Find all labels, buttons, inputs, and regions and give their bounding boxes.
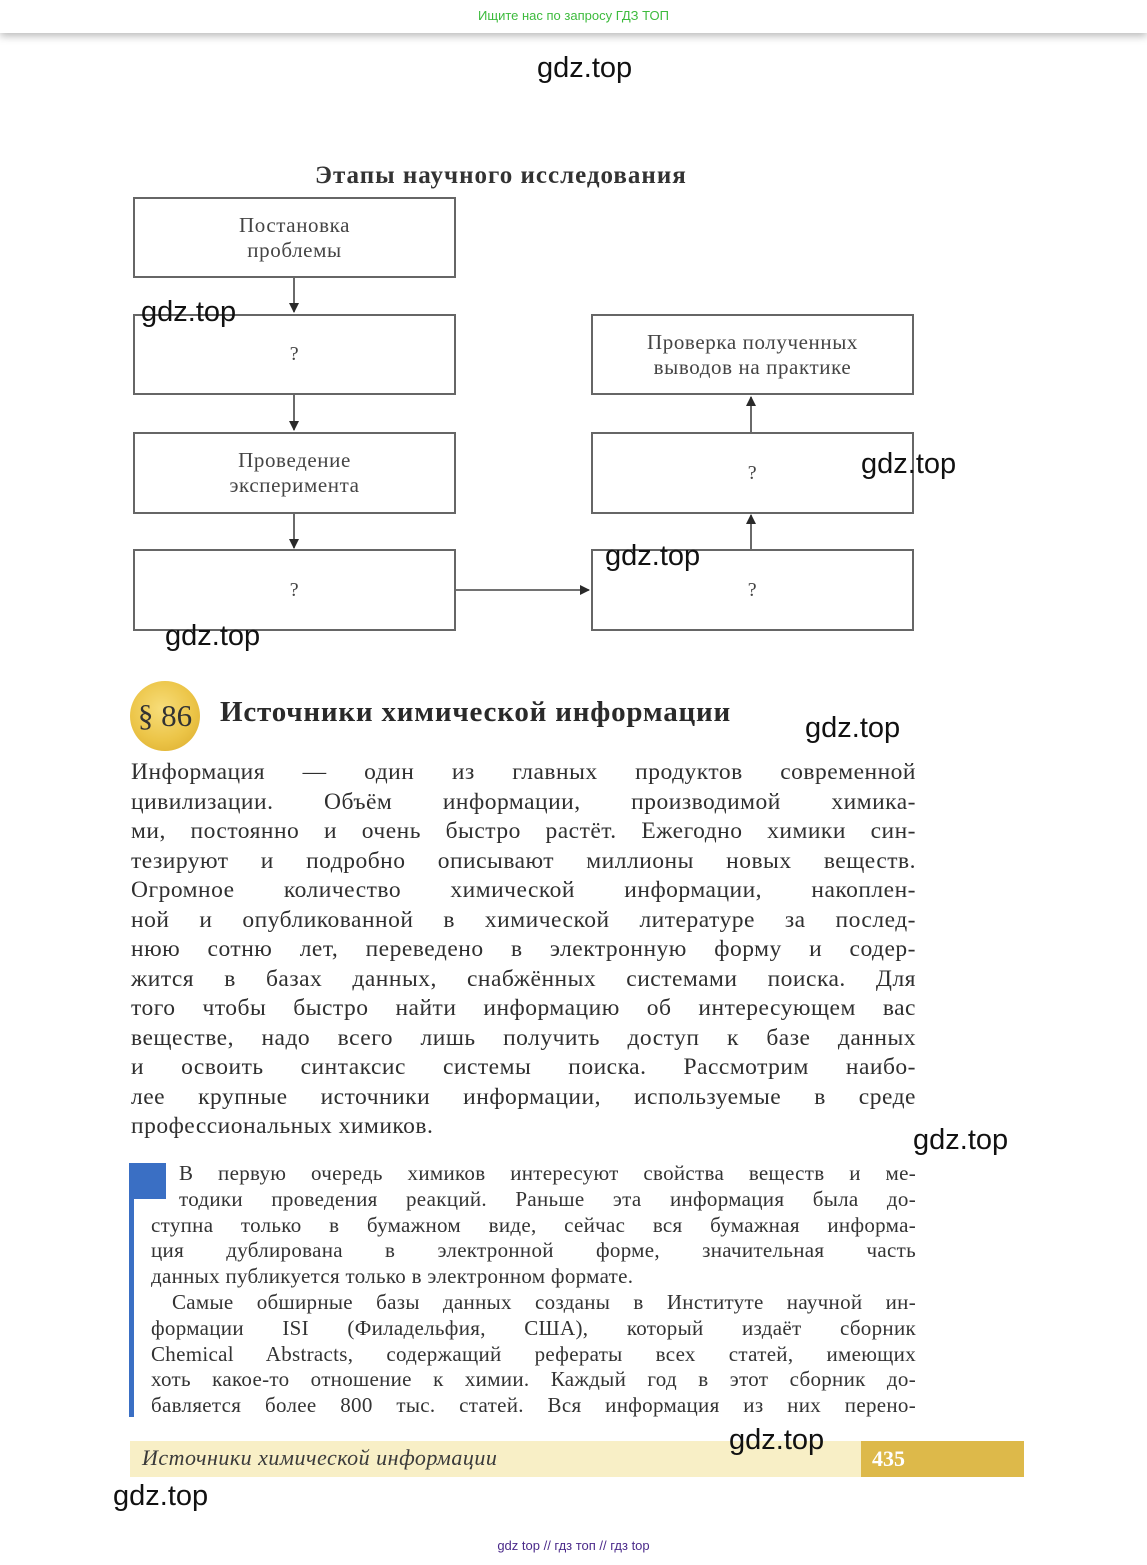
note-line: хоть какое-то отношение к химии. Каждый год в этот сборник до-: [151, 1367, 916, 1392]
watermark: gdz.top: [113, 1480, 209, 1512]
paragraph-number: § 86: [137, 698, 193, 733]
note-line: В первую очередь химиков интересуют свойства веществ и ме-: [179, 1161, 916, 1185]
section-title: Источники химической информации: [220, 696, 732, 728]
bottom-links[interactable]: gdz top // гдз топ // гдз top: [497, 1538, 650, 1553]
watermark: gdz.top: [913, 1124, 1009, 1156]
stage-line: ?: [289, 578, 300, 601]
watermark: gdz.top: [861, 448, 957, 480]
note-line: Самые обширные базы данных созданы в Институте научной ин-: [172, 1289, 916, 1314]
stage-box-experiment: [133, 432, 456, 514]
note-line: формации ISI (Филадельфия, США), который издаёт сборник: [151, 1315, 916, 1340]
watermark: gdz.top: [729, 1424, 825, 1456]
page-number-box: [861, 1441, 1024, 1477]
text-line: цивилизации. Объём информации, производимой химика-: [131, 788, 916, 815]
note-line: тодики проведения реакций. Раньше эта информация была до-: [179, 1186, 916, 1211]
note-line: ция дублирована в электронной форме, значительная часть: [151, 1238, 916, 1263]
page-number: 435: [872, 1446, 905, 1471]
text-line: Информация — один из главных продуктов современной: [131, 759, 916, 785]
watermark: gdz.top: [605, 540, 701, 572]
watermark: gdz.top: [165, 620, 261, 652]
text-line: веществе, надо всего лишь получить доступ к базе данных: [131, 1024, 916, 1051]
running-title: Источники химической информации: [142, 1445, 498, 1470]
text-line: жится в базах данных, снабжённых системами поиска. Для: [131, 965, 916, 992]
stage-line: Проверка полученных: [646, 329, 859, 354]
text-line: лее крупные источники информации, используемые в среде: [131, 1083, 916, 1110]
note-line: бавляется более 800 тыс. статей. Вся информация из них перено-: [151, 1393, 916, 1418]
text-line: того чтобы быстро найти информацию об интересующем вас: [131, 995, 916, 1021]
note-accent-bar: [129, 1163, 134, 1417]
note-line: данных публикуется только в электронном формате.: [151, 1264, 634, 1289]
watermark: gdz.top: [141, 296, 237, 328]
text-line: Огромное количество химической информации, накоплен-: [131, 877, 916, 903]
stage-line: ?: [289, 343, 300, 365]
stage-line: проблемы: [247, 237, 342, 262]
note-line: Chemical Abstracts, содержащий рефераты всех статей, имеющих: [151, 1341, 916, 1366]
paragraph-number-badge: [130, 681, 200, 751]
stage-line: ?: [747, 461, 758, 484]
search-banner: [0, 0, 1147, 33]
stage-box-verification: [591, 314, 914, 395]
text-line: профессиональных химиков.: [131, 1113, 434, 1139]
watermark: gdz.top: [805, 712, 901, 744]
banner-text: Ищите нас по запросу ГДЗ ТОП: [478, 8, 669, 23]
note-line: ступна только в бумажном виде, сейчас вся бумажная информа-: [151, 1212, 916, 1237]
stage-line: Проведение: [238, 448, 351, 472]
stage-box-unknown-2: [133, 549, 456, 631]
text-line: нюю сотню лет, переведено в электронную форму и содер-: [131, 936, 916, 962]
text-line: ми, постоянно и очень быстро растёт. Ежегодно химики син-: [131, 818, 916, 844]
note-block: [151, 1161, 916, 1419]
body-paragraph: [131, 758, 916, 1142]
diagram-title: Этапы научного исследования: [315, 162, 687, 189]
stage-line: ?: [747, 578, 758, 601]
stage-box-problem: [133, 197, 456, 278]
text-line: ной и опубликованной в химической литературе за послед-: [131, 906, 916, 933]
stage-line: эксперимента: [229, 473, 360, 497]
stage-line: выводов на практике: [653, 354, 852, 379]
watermark: gdz.top: [537, 52, 633, 84]
text-line: тезируют и подробно описывают миллионы новых веществ.: [131, 847, 916, 874]
text-line: и освоить синтаксис системы поиска. Рассмотрим наибо-: [131, 1054, 916, 1080]
stage-line: Постановка: [238, 212, 351, 237]
